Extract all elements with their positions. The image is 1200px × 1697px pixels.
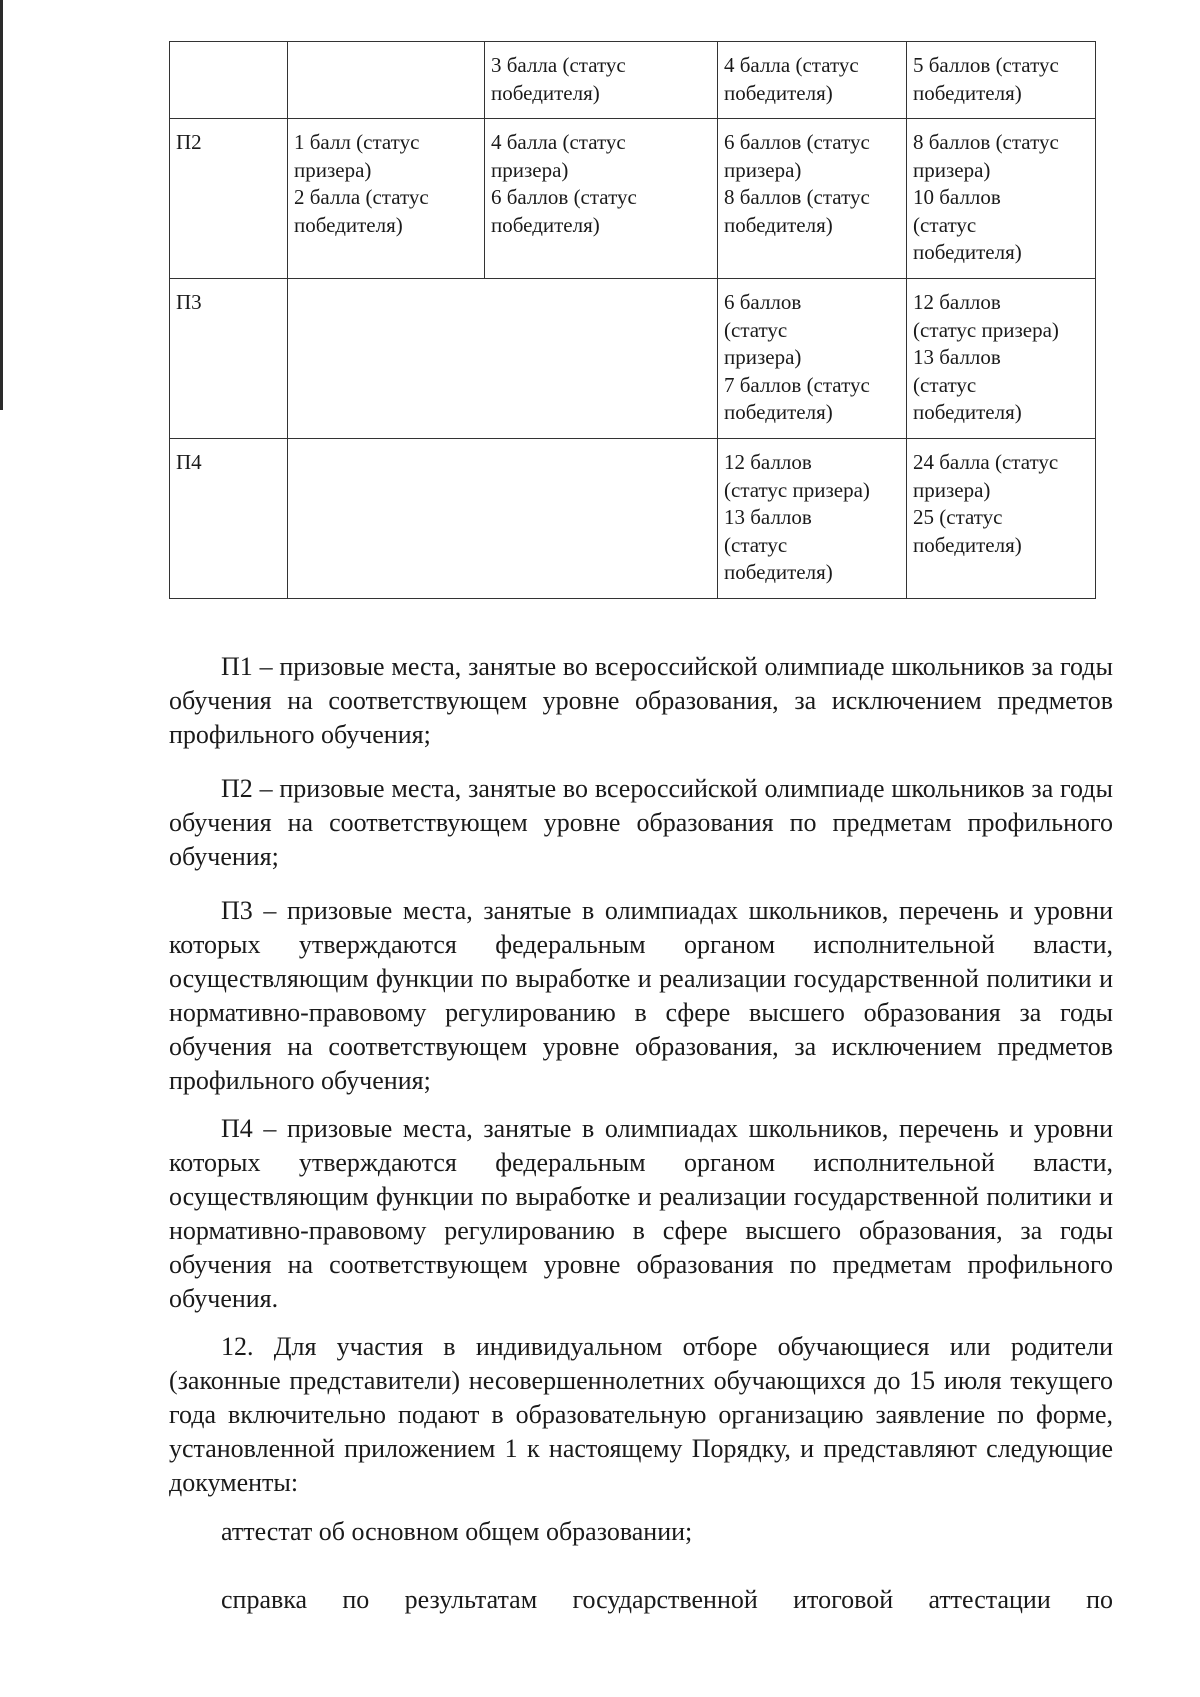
document-item-attestat: аттестат об основном общем образовании; xyxy=(221,1517,693,1546)
table-cell-label xyxy=(170,439,288,599)
cell-line: 8 баллов (статус xyxy=(724,185,870,209)
cell-line: призера) xyxy=(913,477,991,502)
table-row xyxy=(170,42,1096,119)
cell-line: победителя) xyxy=(491,212,600,237)
table-cell xyxy=(288,119,485,279)
table-cell-merged xyxy=(288,279,718,439)
document-item-certificate: справка по результатам государственной итоговой аттестации по xyxy=(221,1585,1113,1614)
table-cell xyxy=(907,279,1096,439)
cell-line: 24 балла (статус xyxy=(913,450,1059,474)
row-label: П4 xyxy=(176,450,202,474)
scan-edge-line xyxy=(0,0,3,410)
cell-line: 8 баллов (статус xyxy=(913,130,1059,154)
cell-line: 4 балла (статус xyxy=(491,130,626,154)
cell-line: (статус призера) xyxy=(724,477,870,502)
table-cell-label xyxy=(170,42,288,119)
cell-line: 12 баллов xyxy=(913,290,1001,314)
cell-line: призера) xyxy=(724,345,802,369)
paragraph-p2-block xyxy=(169,772,1113,874)
cell-line: победителя) xyxy=(913,240,1022,264)
table-cell xyxy=(485,119,718,279)
row-label: П2 xyxy=(176,130,202,154)
paragraph-p4: П4 – призовые места, занятые в олимпиадах школьников, перечень и уровни которых утверждаются федеральным органом исполнительной власти, осуществляющим функции по выработке и реализации государственной политики и нормативно-правовому регулированию в сфере высшего образования, за годы обучения на соответствующем уровне образования по предметам профильного обучения. xyxy=(169,1114,1113,1313)
cell-line: призера) xyxy=(491,157,569,182)
paragraph-p1-block xyxy=(169,650,1113,752)
cell-line: призера) xyxy=(294,157,372,182)
paragraph-p2: П2 – призовые места, занятые во всероссийской олимпиаде школьников за годы обучения на соответствующем уровне образования по предметам профильного обучения; xyxy=(169,774,1113,871)
cell-line: 5 баллов (статус xyxy=(913,53,1059,77)
cell-line: 4 балла (статус xyxy=(724,53,859,77)
table-row xyxy=(170,119,1096,279)
table-cell xyxy=(718,439,907,599)
cell-line: победителя) xyxy=(294,212,403,237)
table-cell xyxy=(718,119,907,279)
table-row xyxy=(170,279,1096,439)
cell-line: 3 балла (статус xyxy=(491,53,626,77)
cell-line: победителя) xyxy=(913,80,1022,105)
cell-line: победителя) xyxy=(913,532,1022,557)
cell-line: (статус xyxy=(724,317,788,342)
cell-line: 7 баллов (статус xyxy=(724,372,870,397)
cell-line: победителя) xyxy=(724,80,833,105)
scores-table xyxy=(169,41,1096,599)
cell-line: 12 баллов xyxy=(724,450,812,474)
table-row xyxy=(170,439,1096,599)
table-cell xyxy=(907,119,1096,279)
cell-line: победителя) xyxy=(724,560,833,584)
cell-line: победителя) xyxy=(724,400,833,424)
cell-line: 1 балл (статус xyxy=(294,130,420,154)
cell-line: 25 (статус xyxy=(913,505,1003,529)
cell-line: призера) xyxy=(913,157,991,182)
cell-line: 10 баллов xyxy=(913,185,1001,209)
paragraph-12: 12. Для участия в индивидуальном отборе обучающиеся или родители (законные представители) несовершеннолетних обучающихся до 15 июля текущего года включительно подают в образовательную организацию заявление по форме, установленной приложением 1 к настоящему Порядку, и представляют следующие документы: xyxy=(169,1332,1113,1497)
table-cell-label xyxy=(170,279,288,439)
paragraph-p3: П3 – призовые места, занятые в олимпиадах школьников, перечень и уровни которых утверждаются федеральным органом исполнительной власти, осуществляющим функции по выработке и реализации государственной политики и нормативно-правовому регулированию в сфере высшего образования за годы обучения на соответствующем уровне образования, за исключением предметов профильного обучения; xyxy=(169,896,1113,1095)
paragraph-p1: П1 – призовые места, занятые во всероссийской олимпиаде школьников за годы обучения на соответствующем уровне образования, за исключением предметов профильного обучения; xyxy=(169,652,1113,749)
cell-line: (статус xyxy=(724,532,788,557)
table-cell xyxy=(907,42,1096,119)
cell-line: 13 баллов xyxy=(724,505,812,529)
paragraph-12-block xyxy=(169,1330,1113,1500)
table-cell-label xyxy=(170,119,288,279)
cell-line: 6 баллов xyxy=(724,290,802,314)
cell-line: (статус xyxy=(913,372,977,397)
table-cell xyxy=(485,42,718,119)
cell-line: победителя) xyxy=(491,80,600,105)
paragraph-p3-block xyxy=(169,894,1113,1098)
cell-line: 6 баллов (статус xyxy=(491,185,637,209)
paragraph-p4-block xyxy=(169,1112,1113,1316)
cell-line: (статус xyxy=(913,212,977,237)
cell-line: призера) xyxy=(724,157,802,182)
cell-line: (статус призера) xyxy=(913,317,1059,342)
cell-line: 6 баллов (статус xyxy=(724,130,870,154)
table-cell-merged xyxy=(288,439,718,599)
table-cell xyxy=(718,42,907,119)
table-cell xyxy=(907,439,1096,599)
table-cell xyxy=(718,279,907,439)
cell-line: 2 балла (статус xyxy=(294,185,429,209)
cell-line: победителя) xyxy=(724,212,833,237)
cell-line: победителя) xyxy=(913,400,1022,424)
row-label: П3 xyxy=(176,290,202,314)
table-cell xyxy=(288,42,485,119)
cell-line: 13 баллов xyxy=(913,345,1001,369)
